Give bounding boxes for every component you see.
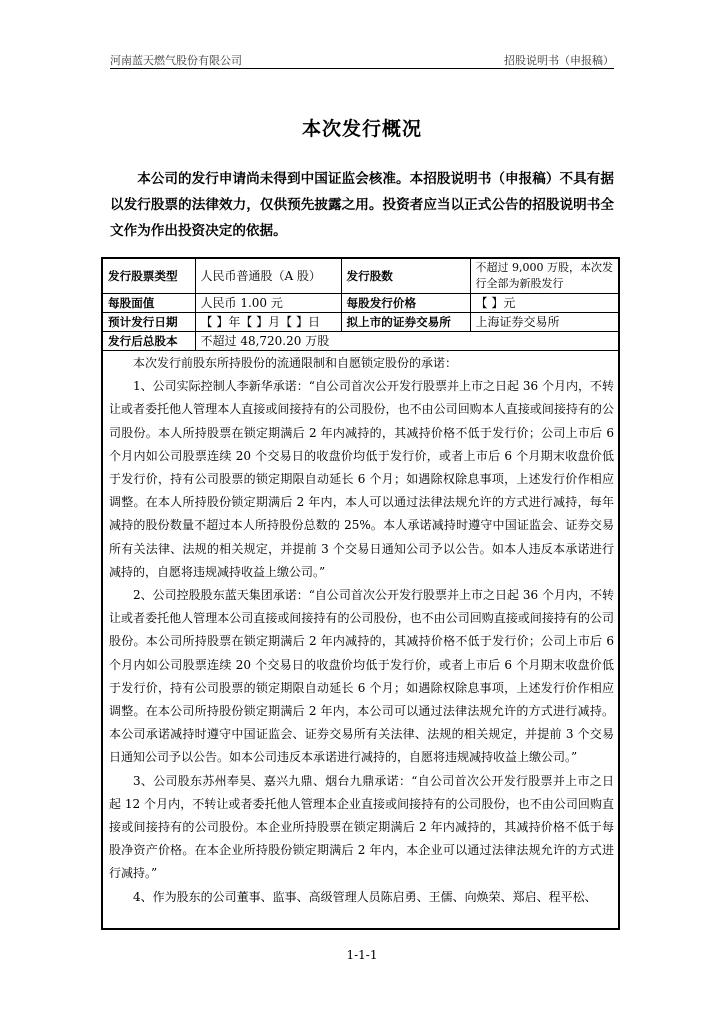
- table-row: [103, 259, 618, 294]
- commitment-controller-paragraph: 1、公司实际控制人李新华承诺：“自公司首次公开发行股票并上市之日起 36 个月内，不转让或者委托他人管理本人直接或间接持有的公司股份，也不由公司回购本人直接或间接持有的公司股份。本人所持股票在锁定期满后 2 年内减持的，其减持价格不低于发行价；公司上市后 6 个月内如公司股票连续 20 个交易日的收盘价均低于发行价，或者上市后 6 个月期末收盘价低于发行价，持有公司股票的锁定期限自动延长 6 个月；如遇除权除息事项，上述发行价作相应调整。在本人所持股份锁定期满后 2 年内，本人可以通过法律法规允许的方式进行减持，每年减持的股份数量不超过本人所持股份总数的 25%。本人承诺减持时遵守中国证监会、证券交易所有关法律、法规的相关规定，并提前 3 个交易日通知公司予以公告。如本人违反本承诺进行减持的，自愿将违规减持收益上缴公司。”: [109, 379, 614, 579]
- page-number: 1-1-1: [346, 948, 378, 962]
- issue-date-label: 预计发行日期: [103, 313, 195, 332]
- offering-info-table: [103, 259, 618, 351]
- issue-price-label: 每股发行价格: [341, 294, 470, 313]
- share-count-label: 发行股数: [341, 259, 470, 294]
- table-row: [103, 332, 618, 351]
- header-company-name: 河南蓝天燃气股份有限公司: [110, 54, 242, 67]
- page-header: [110, 52, 614, 69]
- page-title: 本次发行概况: [301, 118, 422, 140]
- par-value-label: 每股面值: [103, 294, 195, 313]
- total-capital-label: 发行后总股本: [103, 332, 195, 351]
- lockup-intro-paragraph: 本次发行前股东所持股份的流通限制和自愿锁定股份的承诺：: [133, 356, 458, 370]
- commitment-directors-paragraph: 4、作为股东的公司董事、监事、高级管理人员陈启勇、王儒、向焕荣、郑启、程平松、: [133, 889, 597, 904]
- issue-date-value: 【 】年【 】月【 】日: [195, 313, 341, 332]
- commitment-institutional-shareholders-paragraph: 3、公司股东苏州奉昊、嘉兴九鼎、烟台九鼎承诺：“自公司首次公开发行股票并上市之日起 12 个月内，不转让或者委托他人管理本企业直接或间接持有的公司股份，也不由公司回购直接或间接持有的公司股份。本企业所持股票在锁定期满后 2 年内减持的，其减持价格不低于每股净资产价格。在本企业所持股份锁定期满后 2 年内，本企业可以通过法律法规允许的方式进行减持。”: [109, 773, 614, 881]
- share-type-value: 人民币普通股（A 股）: [195, 259, 341, 294]
- commitment-controlling-shareholder-paragraph: 2、公司控股股东蓝天集团承诺：“自公司首次公开发行股票并上市之日起 36 个月内，不转让或者委托他人管理本公司直接或间接持有的公司股份，也不由公司回购直接或间接持有的公司股份。本公司所持股票在锁定期满后 2 年内减持的，其减持价格不低于发行价；公司上市后 6 个月内如公司股票连续 20 个交易日的收盘价均低于发行价，或者上市后 6 个月期末收盘价低于发行价，持有公司股票的锁定期限自动延长 6 个月；如遇除权除息事项，上述发行价作相应调整。在本公司所持股份锁定期满后 2 年内，本公司可以通过法律法规允许的方式进行减持。本公司承诺减持时遵守中国证监会、证券交易所有关法律、法规的相关规定，并提前 3 个交易日通知公司予以公告。如本公司违反本承诺进行减持的，自愿将违规减持收益上缴公司。”: [109, 588, 614, 765]
- share-type-label: 发行股票类型: [103, 259, 195, 294]
- table-row: [103, 294, 618, 313]
- exchange-label: 拟上市的证券交易所: [341, 313, 470, 332]
- exchange-value: 上海证券交易所: [470, 313, 618, 332]
- total-capital-value: 不超过 48,720.20 万股: [195, 332, 618, 351]
- lockup-commitments: [103, 351, 618, 909]
- par-value-value: 人民币 1.00 元: [195, 294, 341, 313]
- header-document-type: 招股说明书（申报稿）: [504, 54, 614, 67]
- issue-price-value: 【 】元: [470, 294, 618, 313]
- table-row: [103, 313, 618, 332]
- share-count-value: 不超过 9,000 万股，本次发行全部为新股发行: [470, 259, 618, 294]
- offering-overview-box: [101, 257, 620, 930]
- intro-notice: 本公司的发行申请尚未得到中国证监会核准。本招股说明书（申报稿）不具有据以发行股票的法律效力，仅供预先披露之用。投资者应当以正式公告的招股说明书全文作为作出投资决定的依据。: [110, 171, 614, 239]
